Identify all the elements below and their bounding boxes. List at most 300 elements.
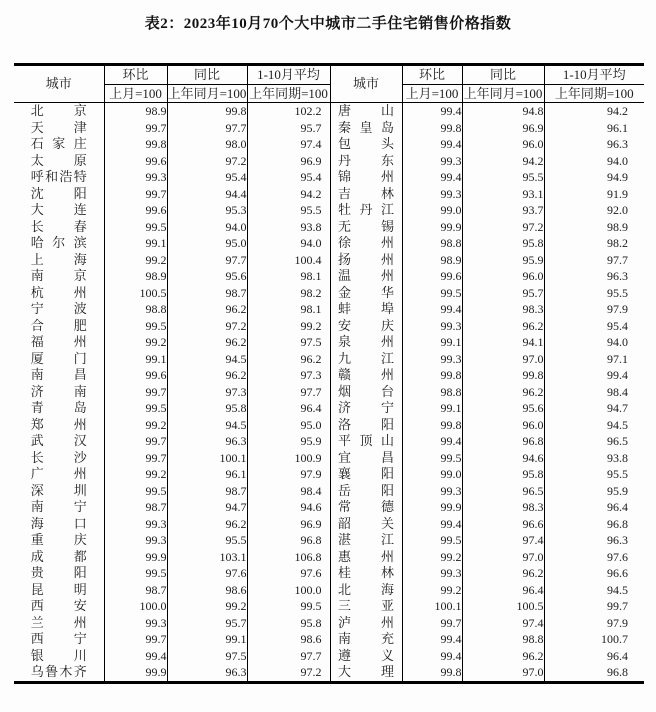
yoy-value-left: 96.1: [167, 466, 247, 483]
avg-value-left: 100.9: [247, 450, 330, 467]
table-row: [14, 186, 644, 203]
city-name-left: 乌 鲁 木 齐: [30, 664, 87, 679]
city-cell-right: [330, 532, 402, 549]
header-yoy-base-left: 上年同月=100: [167, 86, 247, 101]
avg-value-left: 98.1: [247, 301, 330, 318]
city-name-left: 厦 门: [30, 350, 87, 366]
yoy-value-right: 94.6: [462, 450, 544, 467]
city-cell-right: [330, 136, 402, 153]
avg-value-left: 97.5: [247, 334, 330, 351]
city-name-right: 扬 州: [338, 251, 394, 267]
header-avg-base-left: 上年同期=100: [247, 85, 330, 103]
avg-value-right: 91.9: [544, 186, 644, 203]
mom-value-right: 99.8: [402, 417, 462, 434]
mom-value-right: 99.4: [402, 433, 462, 450]
city-name-left: 重 庆: [30, 532, 87, 547]
mom-value-right: 100.1: [402, 598, 462, 615]
city-name-left: 成 都: [30, 548, 87, 564]
yoy-value-left: 99.1: [167, 631, 247, 648]
avg-value-right: 95.4: [544, 318, 644, 335]
yoy-value-left: 96.2: [167, 367, 247, 384]
yoy-value-right: 95.9: [462, 252, 544, 269]
yoy-value-right: 95.8: [462, 235, 544, 252]
city-cell-right: [330, 153, 402, 170]
city-name-right: 洛 阳: [338, 416, 394, 432]
table-row: [14, 532, 644, 549]
avg-value-left: 97.3: [247, 367, 330, 384]
city-cell-left: [14, 532, 104, 549]
city-name-right: 遵 义: [338, 647, 394, 663]
table-row: [14, 301, 644, 318]
yoy-value-right: 93.1: [462, 186, 544, 203]
table-row: [14, 120, 644, 137]
yoy-value-left: 95.5: [167, 532, 247, 549]
yoy-value-right: 96.6: [462, 516, 544, 533]
city-name-right: 牡 丹 江: [338, 202, 394, 217]
city-cell-right: [330, 252, 402, 269]
yoy-value-right: 96.2: [462, 648, 544, 665]
avg-value-left: 98.1: [247, 268, 330, 285]
yoy-value-left: 96.2: [167, 334, 247, 351]
yoy-value-left: 98.7: [167, 483, 247, 500]
city-cell-right: [330, 384, 402, 401]
avg-value-left: 106.8: [247, 549, 330, 566]
mom-value-right: 99.4: [402, 631, 462, 648]
avg-value-right: 100.7: [544, 631, 644, 648]
mom-value-right: 99.4: [402, 516, 462, 533]
table-header: [14, 65, 644, 103]
city-name-left: 大 连: [30, 202, 87, 217]
yoy-value-left: 99.2: [167, 598, 247, 615]
avg-value-right: 96.5: [544, 433, 644, 450]
city-name-right: 徐 州: [338, 235, 394, 250]
mom-value-left: 98.7: [104, 582, 167, 599]
city-name-right: 宜 昌: [338, 449, 394, 465]
city-name-right: 烟 台: [338, 383, 394, 399]
city-name-left: 哈 尔 滨: [30, 235, 87, 250]
avg-value-left: 96.9: [247, 516, 330, 533]
avg-value-left: 95.9: [247, 433, 330, 450]
yoy-value-left: 95.7: [167, 615, 247, 632]
city-name-left: 宁 波: [30, 301, 87, 316]
city-name-left: 合 肥: [30, 317, 87, 333]
table-row: [14, 103, 644, 120]
yoy-value-right: 96.5: [462, 483, 544, 500]
table-row: [14, 549, 644, 566]
yoy-value-right: 96.2: [462, 384, 544, 401]
city-name-right: 北 海: [338, 581, 394, 597]
city-name-right: 三 亚: [338, 598, 394, 613]
mom-value-right: 99.1: [402, 400, 462, 417]
yoy-value-left: 97.7: [167, 252, 247, 269]
header-yoy-right: 同比: [462, 65, 544, 85]
yoy-value-right: 94.1: [462, 334, 544, 351]
avg-value-left: 96.4: [247, 400, 330, 417]
city-cell-right: [330, 483, 402, 500]
mom-value-right: 99.8: [402, 664, 462, 682]
mom-value-right: 99.5: [402, 532, 462, 549]
city-cell-left: [14, 483, 104, 500]
mom-value-left: 99.5: [104, 483, 167, 500]
header-avg-left: 1-10月平均: [247, 65, 330, 85]
avg-value-left: 98.6: [247, 631, 330, 648]
city-name-right: 无 锡: [338, 218, 394, 234]
avg-value-right: 96.3: [544, 532, 644, 549]
city-cell-right: [330, 120, 402, 137]
table-row: [14, 351, 644, 368]
city-cell-right: [330, 417, 402, 434]
city-name-left: 沈 阳: [30, 185, 87, 201]
table-row: [14, 153, 644, 170]
mom-value-right: 98.8: [402, 235, 462, 252]
avg-value-left: 98.2: [247, 285, 330, 302]
city-name-left: 青 岛: [30, 400, 87, 415]
mom-value-left: 99.7: [104, 186, 167, 203]
mom-value-right: 99.5: [402, 285, 462, 302]
avg-value-right: 94.7: [544, 400, 644, 417]
avg-value-left: 94.0: [247, 235, 330, 252]
city-name-left: 南 宁: [30, 499, 87, 514]
header-mom-base-right: 上月=100: [402, 85, 462, 103]
table-row: [14, 400, 644, 417]
mom-value-left: 99.6: [104, 153, 167, 170]
mom-value-left: 99.3: [104, 169, 167, 186]
avg-value-right: 95.5: [544, 285, 644, 302]
mom-value-left: 99.2: [104, 417, 167, 434]
avg-value-left: 100.4: [247, 252, 330, 269]
city-name-right: 温 州: [338, 268, 394, 283]
city-cell-right: [330, 400, 402, 417]
yoy-value-right: 94.2: [462, 153, 544, 170]
yoy-value-right: 95.7: [462, 285, 544, 302]
city-cell-right: [330, 664, 402, 682]
avg-value-right: 96.4: [544, 499, 644, 516]
mom-value-right: 99.4: [402, 301, 462, 318]
mom-value-left: 99.6: [104, 202, 167, 219]
city-name-right: 蚌 埠: [338, 301, 394, 316]
city-cell-left: [14, 235, 104, 252]
mom-value-right: 99.3: [402, 186, 462, 203]
city-cell-right: [330, 351, 402, 368]
yoy-value-right: 96.9: [462, 120, 544, 137]
city-name-right: 岳 阳: [338, 482, 394, 498]
table-row: [14, 450, 644, 467]
avg-value-right: 96.1: [544, 120, 644, 137]
yoy-value-right: 96.0: [462, 136, 544, 153]
mom-value-right: 99.3: [402, 153, 462, 170]
mom-value-right: 98.8: [402, 384, 462, 401]
city-name-right: 唐 山: [338, 103, 394, 118]
yoy-value-left: 96.2: [167, 301, 247, 318]
avg-value-left: 99.5: [247, 598, 330, 615]
city-name-right: 惠 州: [338, 548, 394, 564]
yoy-value-right: 98.8: [462, 631, 544, 648]
yoy-value-right: 97.0: [462, 549, 544, 566]
avg-value-right: 98.9: [544, 219, 644, 236]
table-row: [14, 169, 644, 186]
yoy-value-right: 97.2: [462, 219, 544, 236]
mom-value-left: 99.7: [104, 384, 167, 401]
table-row: [14, 136, 644, 153]
city-cell-left: [14, 400, 104, 417]
header-city-left: 城市: [14, 65, 104, 103]
avg-value-right: 97.1: [544, 351, 644, 368]
avg-value-left: 95.8: [247, 615, 330, 632]
avg-value-right: 94.0: [544, 153, 644, 170]
mom-value-right: 99.4: [402, 103, 462, 120]
city-name-left: 福 州: [30, 334, 87, 349]
mom-value-left: 99.9: [104, 664, 167, 682]
city-name-right: 秦 皇 岛: [338, 119, 394, 135]
table-row: [14, 235, 644, 252]
city-cell-left: [14, 252, 104, 269]
avg-value-right: 98.4: [544, 384, 644, 401]
avg-value-right: 95.9: [544, 483, 644, 500]
mom-value-right: 99.8: [402, 367, 462, 384]
mom-value-right: 99.3: [402, 318, 462, 335]
mom-value-left: 99.8: [104, 136, 167, 153]
mom-value-left: 100.5: [104, 285, 167, 302]
table-row: [14, 433, 644, 450]
avg-value-right: 97.9: [544, 615, 644, 632]
city-cell-right: [330, 367, 402, 384]
city-name-left: 海 口: [30, 515, 87, 531]
city-name-left: 长 春: [30, 218, 87, 234]
city-cell-left: [14, 351, 104, 368]
city-cell-left: [14, 186, 104, 203]
city-cell-left: [14, 417, 104, 434]
avg-value-right: 96.8: [544, 516, 644, 533]
table-row: [14, 483, 644, 500]
table-row: [14, 598, 644, 615]
yoy-value-left: 96.2: [167, 516, 247, 533]
city-name-left: 石 家 庄: [30, 136, 87, 151]
avg-value-left: 99.2: [247, 318, 330, 335]
city-name-left: 贵 阳: [30, 565, 87, 580]
city-name-right: 济 宁: [338, 400, 394, 415]
mom-value-left: 99.5: [104, 400, 167, 417]
city-cell-left: [14, 664, 104, 682]
mom-value-left: 98.9: [104, 268, 167, 285]
city-cell-right: [330, 631, 402, 648]
city-name-right: 南 充: [338, 631, 394, 646]
city-name-left: 银 川: [30, 647, 87, 663]
page-title: 表2：2023年10月70个大中城市二手住宅销售价格指数: [144, 16, 512, 32]
avg-value-right: 95.5: [544, 466, 644, 483]
city-name-right: 湛 江: [338, 532, 394, 547]
mom-value-right: 99.4: [402, 648, 462, 665]
city-name-left: 杭 州: [30, 284, 87, 300]
mom-value-left: 99.7: [104, 433, 167, 450]
table-row: [14, 285, 644, 302]
yoy-value-right: 96.8: [462, 433, 544, 450]
yoy-value-right: 96.0: [462, 268, 544, 285]
mom-value-left: 99.5: [104, 318, 167, 335]
yoy-value-right: 96.2: [462, 565, 544, 582]
avg-value-right: 92.0: [544, 202, 644, 219]
header-avg-base-right: 上年同期=100: [544, 85, 644, 103]
yoy-value-right: 95.5: [462, 169, 544, 186]
city-name-left: 西 安: [30, 598, 87, 613]
avg-value-right: 94.0: [544, 334, 644, 351]
table-row: [14, 648, 644, 665]
city-name-right: 大 理: [338, 664, 394, 679]
table-row: [14, 565, 644, 582]
avg-value-left: 96.9: [247, 153, 330, 170]
city-name-right: 吉 林: [338, 185, 394, 201]
city-cell-left: [14, 202, 104, 219]
table-row: [14, 202, 644, 219]
avg-value-right: 96.3: [544, 136, 644, 153]
mom-value-right: 99.4: [402, 169, 462, 186]
table-row: [14, 318, 644, 335]
city-cell-left: [14, 450, 104, 467]
table-body: [14, 103, 644, 683]
city-cell-left: [14, 318, 104, 335]
city-name-left: 南 京: [30, 268, 87, 283]
avg-value-left: 97.9: [247, 466, 330, 483]
city-cell-left: [14, 384, 104, 401]
yoy-value-left: 97.3: [167, 384, 247, 401]
mom-value-left: 99.3: [104, 516, 167, 533]
city-cell-left: [14, 499, 104, 516]
city-name-right: 锦 州: [338, 169, 394, 184]
yoy-value-right: 96.4: [462, 582, 544, 599]
table-row: [14, 384, 644, 401]
avg-value-right: 96.8: [544, 664, 644, 682]
yoy-value-left: 96.3: [167, 433, 247, 450]
avg-value-left: 94.2: [247, 186, 330, 203]
city-name-right: 九 江: [338, 350, 394, 366]
avg-value-left: 97.7: [247, 384, 330, 401]
mom-value-left: 99.9: [104, 549, 167, 566]
yoy-value-right: 97.0: [462, 664, 544, 682]
avg-value-left: 102.2: [247, 103, 330, 120]
yoy-value-right: 95.6: [462, 400, 544, 417]
yoy-value-left: 95.3: [167, 202, 247, 219]
table-row: [14, 367, 644, 384]
city-name-right: 包 头: [338, 136, 394, 151]
table-row: [14, 466, 644, 483]
city-name-left: 太 原: [30, 152, 87, 168]
city-cell-right: [330, 598, 402, 615]
city-cell-left: [14, 169, 104, 186]
mom-value-left: 99.2: [104, 252, 167, 269]
yoy-value-right: 97.4: [462, 615, 544, 632]
avg-value-left: 95.5: [247, 202, 330, 219]
mom-value-left: 99.2: [104, 334, 167, 351]
city-name-left: 昆 明: [30, 581, 87, 597]
mom-value-left: 99.6: [104, 367, 167, 384]
yoy-value-right: 98.3: [462, 499, 544, 516]
city-cell-right: [330, 499, 402, 516]
city-cell-left: [14, 285, 104, 302]
mom-value-right: 99.3: [402, 565, 462, 582]
city-cell-left: [14, 153, 104, 170]
mom-value-left: 99.7: [104, 450, 167, 467]
city-name-left: 北 京: [30, 103, 87, 118]
avg-value-right: 93.8: [544, 450, 644, 467]
yoy-value-left: 98.7: [167, 285, 247, 302]
mom-value-left: 99.3: [104, 532, 167, 549]
mom-value-left: 99.1: [104, 351, 167, 368]
yoy-value-right: 98.3: [462, 301, 544, 318]
table-row: [14, 516, 644, 533]
mom-value-left: 99.5: [104, 565, 167, 582]
city-cell-left: [14, 516, 104, 533]
city-name-left: 长 沙: [30, 449, 87, 465]
yoy-value-right: 96.0: [462, 417, 544, 434]
city-cell-right: [330, 285, 402, 302]
table-row: [14, 417, 644, 434]
mom-value-right: 99.5: [402, 450, 462, 467]
yoy-value-left: 98.0: [167, 136, 247, 153]
table-row: [14, 252, 644, 269]
mom-value-right: 99.2: [402, 549, 462, 566]
city-name-right: 泸 州: [338, 614, 394, 630]
avg-value-left: 96.8: [247, 532, 330, 549]
city-cell-right: [330, 219, 402, 236]
table-row: [14, 219, 644, 236]
yoy-value-right: 93.7: [462, 202, 544, 219]
avg-value-left: 94.6: [247, 499, 330, 516]
avg-value-right: 96.4: [544, 648, 644, 665]
yoy-value-right: 95.8: [462, 466, 544, 483]
yoy-value-left: 97.2: [167, 153, 247, 170]
header-mom-right: 环比: [402, 65, 462, 85]
avg-value-left: 93.8: [247, 219, 330, 236]
yoy-value-left: 95.4: [167, 169, 247, 186]
avg-value-right: 94.9: [544, 169, 644, 186]
mom-value-right: 99.1: [402, 334, 462, 351]
city-name-left: 上 海: [30, 251, 87, 267]
city-cell-left: [14, 136, 104, 153]
mom-value-left: 100.0: [104, 598, 167, 615]
mom-value-right: 99.4: [402, 136, 462, 153]
yoy-value-left: 97.6: [167, 565, 247, 582]
table-row: [14, 664, 644, 682]
city-name-left: 兰 州: [30, 614, 87, 630]
city-name-left: 西 宁: [30, 631, 87, 646]
avg-value-right: 99.7: [544, 598, 644, 615]
avg-value-right: 96.6: [544, 565, 644, 582]
mom-value-left: 99.1: [104, 235, 167, 252]
avg-value-left: 97.2: [247, 664, 330, 682]
city-name-left: 呼 和 浩 特: [30, 169, 87, 184]
city-cell-right: [330, 169, 402, 186]
mom-value-left: 99.3: [104, 615, 167, 632]
mom-value-left: 99.5: [104, 219, 167, 236]
avg-value-right: 97.6: [544, 549, 644, 566]
city-cell-right: [330, 318, 402, 335]
table-row: [14, 499, 644, 516]
mom-value-right: 98.9: [402, 252, 462, 269]
table-row: [14, 334, 644, 351]
mom-value-right: 99.7: [402, 615, 462, 632]
table-row: [14, 615, 644, 632]
avg-value-left: 95.4: [247, 169, 330, 186]
city-cell-left: [14, 301, 104, 318]
yoy-value-left: 95.6: [167, 268, 247, 285]
city-cell-left: [14, 615, 104, 632]
city-name-left: 广 州: [30, 466, 87, 481]
city-cell-left: [14, 565, 104, 582]
avg-value-right: 98.2: [544, 235, 644, 252]
avg-value-right: 97.7: [544, 252, 644, 269]
city-cell-left: [14, 598, 104, 615]
mom-value-left: 99.7: [104, 120, 167, 137]
table-row: [14, 582, 644, 599]
